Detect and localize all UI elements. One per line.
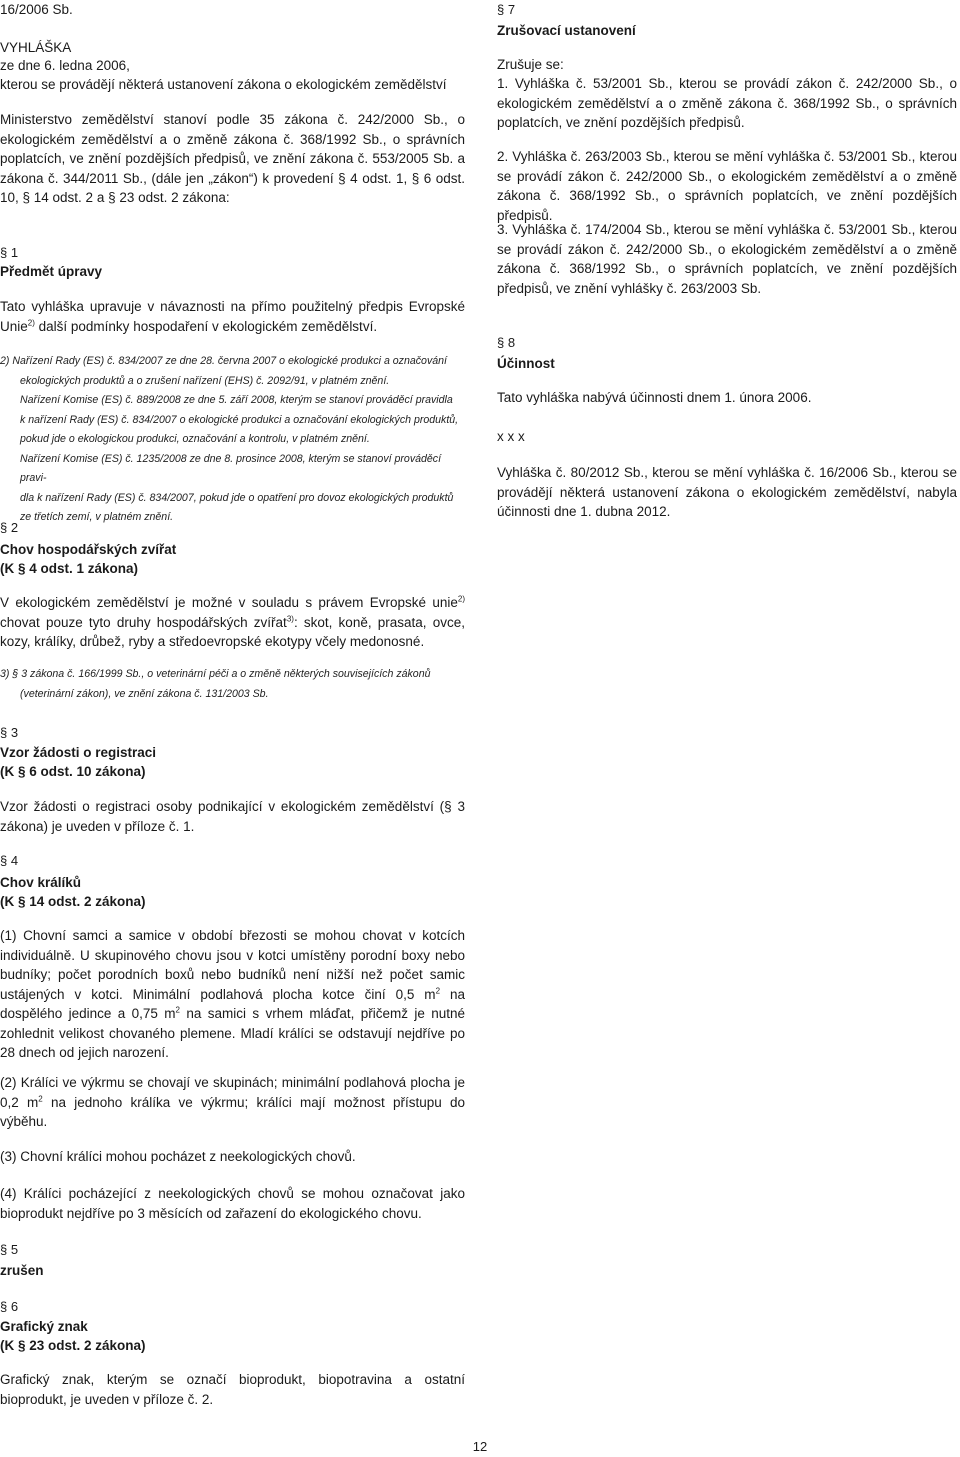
footnote-2-line: Nařízení Komise (ES) č. 1235/2008 ze dne 8. prosince 2008, kterým se stanoví prováděcí pravi- bbox=[20, 452, 442, 484]
decree-kind: VYHLÁŠKA bbox=[0, 40, 72, 55]
section-3-mark: § 3 bbox=[0, 725, 19, 740]
repeal-item: 2. Vyhláška č. 263/2003 Sb., kterou se mění vyhláška č. 53/2001 Sb., kterou se provádí zákon č. 242/2000 Sb., o ekologickém zemědělství a o změně zákona č. 368/1992 Sb., o správních poplatcích, ve znění pozdějších předpisů. bbox=[497, 149, 957, 223]
footnote-2 bbox=[0, 352, 465, 528]
section-8-mark: § 8 bbox=[497, 335, 516, 350]
section-3-ref: (K § 6 odst. 10 zákona) bbox=[0, 764, 146, 779]
footnote-ref-2: 2) bbox=[27, 318, 35, 327]
footnote-2-line: 2) Nařízení Rady (ES) č. 834/2007 ze dne 28. června 2007 o ekologické produkci a označování bbox=[0, 355, 447, 367]
footnote-2-line: dla k nařízení Rady (ES) č. 834/2007, pokud jde o opatření pro dovoz ekologických produktů bbox=[20, 491, 454, 504]
decree-title: kterou se provádějí některá ustanovení zákona o ekologickém zemědělství bbox=[0, 77, 447, 92]
footnote-2-line: pokud jde o ekologickou produkci, označování a kontrolu, v platném znění. bbox=[20, 433, 370, 445]
amendment-note: Vyhláška č. 80/2012 Sb., kterou se mění vyhláška č. 16/2006 Sb., kterou se provádějí některá ustanovení zákona o ekologickém zemědělství, nabyla účinnosti dne 1. dubna 2012. bbox=[497, 465, 957, 519]
section-5-mark: § 5 bbox=[0, 1242, 19, 1257]
section-3-text: Vzor žádosti o registraci osoby podnikající v ekologickém zemědělství (§ 3 zákona) je uveden v příloze č. 1. bbox=[0, 799, 465, 834]
preamble: Ministerstvo zemědělství stanoví podle 35 zákona č. 242/2000 Sb., o ekologickém zemědělství a o změně zákona č. 368/1992 Sb., o správních poplatcích, ve znění pozdějších předpisů, ve znění zákona č. 553/2005 Sb. a zákona č. 344/2011 Sb., (dále jen „zákon“) k provedení § 4 odst. 1, § 6 odst. 10, § 14 odst. 2 a § 23 odst. 2 zákona: bbox=[0, 112, 465, 205]
section-4-p1-a: (1) Chovní samci a samice v období březosti se mohou chovat v kotcích individuálně. U skupinového chovu jsou v kotci umístěny porodní boxy nebo budníky; počet porodních boxů nebo budníků není nižší než počet samic ustájených v kotci. Minimální podlahová plocha kotce činí 0,5 m bbox=[0, 928, 465, 1002]
squared-unit: 2 bbox=[435, 986, 441, 995]
section-1-text-a: Tato vyhláška upravuje v návaznosti na přímo použitelný předpis Evropské Unie bbox=[0, 299, 465, 334]
section-2-text-c: : skot, koně, prasata, ovce, kozy, králíky, drůbež, ryby a středoevropské ekotypy včely medonosné. bbox=[0, 614, 465, 649]
section-4-paragraph-4: (4) Králíci pocházející z neekologických chovů se mohou označovat jako bioprodukt nejdříve po 3 měsících od zařazení do ekologického chovu. bbox=[0, 1186, 465, 1221]
footnote-2-line: ekologických produktů a o zrušení nařízení (EHS) č. 2092/91, v platném znění. bbox=[20, 374, 390, 387]
section-1-mark: § 1 bbox=[0, 245, 19, 260]
section-2-text-b: chovat pouze tyto druhy hospodářských zvířat bbox=[0, 614, 287, 630]
footnote-3-line: (veterinární zákon), ve znění zákona č. 131/2003 Sb. bbox=[20, 687, 269, 700]
section-6-mark: § 6 bbox=[0, 1299, 19, 1314]
section-5-heading: zrušen bbox=[0, 1263, 44, 1278]
repeal-item: 1. Vyhláška č. 53/2001 Sb., kterou se provádí zákon č. 242/2000 Sb., o ekologickém zemědělství a o změně zákona č. 368/1992 Sb., o správních poplatcích, ve znění pozdějších předpisů. bbox=[497, 76, 957, 130]
section-4-paragraph-3: (3) Chovní králíci mohou pocházet z neekologických chovů. bbox=[0, 1149, 356, 1164]
section-2-heading: Chov hospodářských zvířat bbox=[0, 542, 177, 557]
section-1-text-b: další podmínky hospodaření v ekologickém zemědělství. bbox=[34, 318, 378, 334]
section-4-p1-c: na samici s vrhem mláďat, přičemž je nutné zohlednit velikost chovaného plemene. Mladí králíci se odstavují nejdříve po 28 dnech od jejich narození. bbox=[0, 1006, 465, 1060]
section-4-paragraph-1 bbox=[0, 926, 465, 1063]
section-4-p1-b: na dospělého jedince a 0,75 m bbox=[0, 986, 465, 1021]
footnote-3 bbox=[0, 665, 465, 704]
section-6-text: Grafický znak, kterým se označí bioprodukt, biopotravina a ostatní bioprodukt, je uveden v příloze č. 2. bbox=[0, 1372, 465, 1407]
decree-date: ze dne 6. ledna 2006, bbox=[0, 58, 130, 73]
squared-unit: 2 bbox=[38, 1094, 43, 1103]
footnote-2-line: Nařízení Komise (ES) č. 889/2008 ze dne 5. září 2008, kterým se stanoví prováděcí pravidla bbox=[20, 394, 453, 406]
section-8-heading: Účinnost bbox=[497, 356, 555, 371]
footnote-3-line: 3) § 3 zákona č. 166/1999 Sb., o veterinární péči a o změně některých souvisejících zákonů bbox=[0, 668, 431, 680]
footnote-2-line: ze třetích zemí, v platném znění. bbox=[20, 511, 174, 523]
section-1-heading: Předmět úpravy bbox=[0, 264, 103, 279]
section-4-ref: (K § 14 odst. 2 zákona) bbox=[0, 894, 146, 909]
section-3-heading: Vzor žádosti o registraci bbox=[0, 745, 157, 760]
section-4-mark: § 4 bbox=[0, 853, 19, 868]
section-6-heading: Grafický znak bbox=[0, 1319, 88, 1334]
squared-unit: 2 bbox=[175, 1005, 180, 1015]
section-2-text bbox=[0, 593, 465, 652]
section-7-intro: Zrušuje se: bbox=[497, 57, 564, 72]
section-4-p2-b: na jednoho králíka ve výkrmu; králíci mají možnost přístupu do výběhu. bbox=[0, 1094, 466, 1129]
footnote-2-line: k nařízení Rady (ES) č. 834/2007 o ekologické produkci a označování ekologických produktů, bbox=[20, 413, 459, 426]
footnote-ref-3: 3) bbox=[286, 614, 294, 623]
section-4-paragraph-2 bbox=[0, 1073, 465, 1132]
separator: x x x bbox=[497, 429, 525, 444]
footnote-ref-2: 2) bbox=[457, 594, 465, 604]
section-6-ref: (K § 23 odst. 2 zákona) bbox=[0, 1338, 146, 1353]
section-7-heading: Zrušovací ustanovení bbox=[497, 23, 636, 38]
section-2-text-a: V ekologickém zemědělství je možné v souladu s právem Evropské unie bbox=[0, 595, 458, 610]
section-8-text: Tato vyhláška nabývá účinnosti dnem 1. února 2006. bbox=[497, 390, 812, 405]
section-2-ref: (K § 4 odst. 1 zákona) bbox=[0, 561, 139, 576]
section-7-mark: § 7 bbox=[497, 2, 516, 17]
section-1-text bbox=[0, 297, 465, 336]
section-2-mark: § 2 bbox=[0, 520, 19, 535]
decree-number: 16/2006 Sb. bbox=[0, 2, 73, 17]
section-4-heading: Chov králíků bbox=[0, 875, 82, 890]
section-4-p2-a: (2) Králíci ve výkrmu se chovají ve skupinách; minimální podlahová plocha je 0,2 m bbox=[0, 1075, 465, 1110]
page-number: 12 bbox=[472, 1439, 488, 1454]
repeal-item: 3. Vyhláška č. 174/2004 Sb., kterou se mění vyhláška č. 53/2001 Sb., kterou se provádí zákon č. 242/2000 Sb., o ekologickém zemědělství a o změně zákona č. 368/1992 Sb., o správních poplatcích, ve znění pozdějších předpisů, ve znění vyhlášky č. 263/2003 Sb. bbox=[497, 222, 957, 296]
